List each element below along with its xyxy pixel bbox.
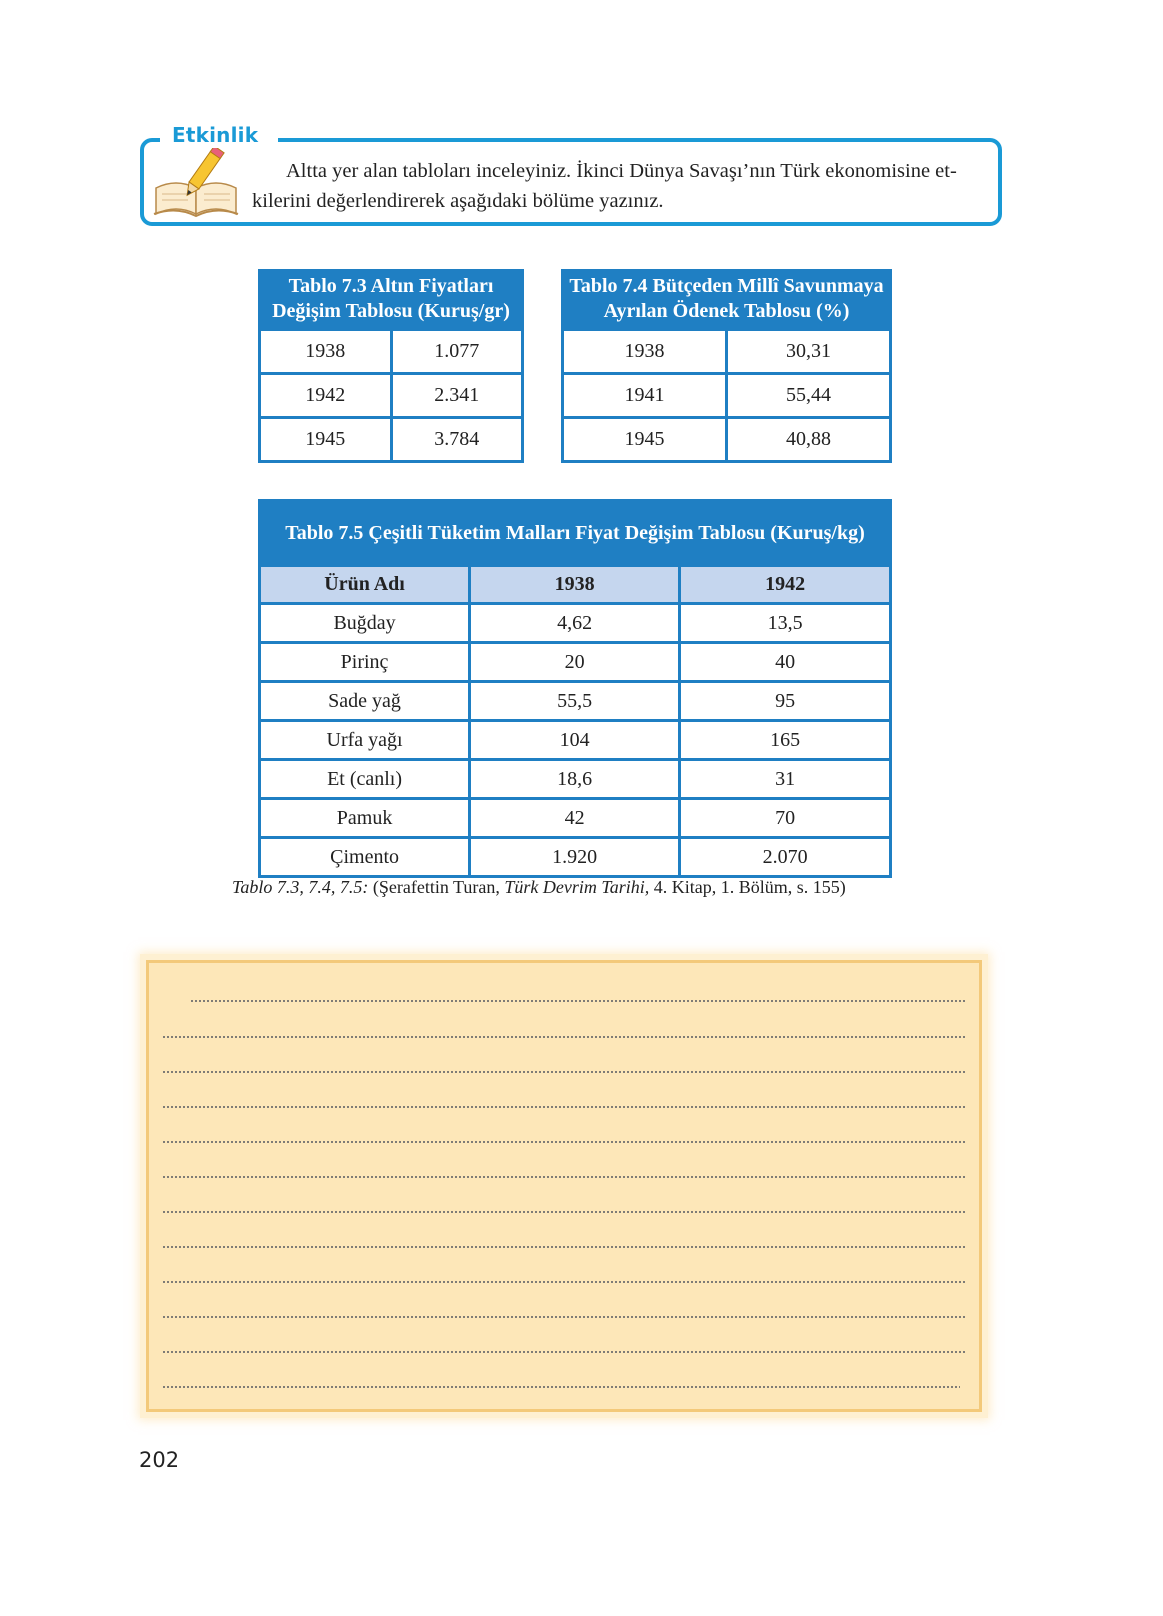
product-cell: Pirinç (260, 643, 470, 682)
consumer-goods-table-caption: Tablo 7.5 Çeşitli Tüketim Malları Fiyat Değişim Tablosu (Kuruş/kg) (260, 501, 891, 566)
dotted-answer-line[interactable] (162, 1386, 960, 1388)
activity-title: Etkinlik (172, 123, 259, 147)
table-row (260, 799, 891, 838)
dotted-answer-line[interactable] (162, 1141, 966, 1143)
value-cell: 40,88 (727, 418, 891, 462)
value-cell: 30,31 (727, 330, 891, 374)
value-cell: 4,62 (470, 604, 680, 643)
dotted-answer-line[interactable] (162, 1316, 966, 1318)
defense-budget-table (561, 269, 892, 463)
header-cell-1938: 1938 (470, 566, 680, 604)
dotted-answer-line[interactable] (162, 1176, 966, 1178)
value-cell: 1.920 (470, 838, 680, 877)
dotted-answer-line[interactable] (162, 1351, 966, 1353)
dotted-answer-line[interactable] (162, 1281, 966, 1283)
value-cell: 42 (470, 799, 680, 838)
table-row (260, 838, 891, 877)
value-cell: 1.077 (391, 330, 523, 374)
consumer-goods-table (258, 499, 892, 878)
value-cell: 20 (470, 643, 680, 682)
book-pencil-icon (150, 148, 242, 220)
product-cell: Buğday (260, 604, 470, 643)
table-row (563, 374, 891, 418)
page-number: 202 (139, 1448, 180, 1472)
header-cell-1942: 1942 (680, 566, 891, 604)
source-part-1: (Şerafettin Turan, (368, 877, 505, 897)
table-row (260, 682, 891, 721)
activity-line-1: Altta yer alan tabloları inceleyiniz. İkinci Dünya Savaşı’nın Türk ekonomisine et- (286, 160, 957, 182)
value-cell: 2.341 (391, 374, 523, 418)
year-cell: 1941 (563, 374, 727, 418)
dotted-answer-line[interactable] (162, 1036, 966, 1038)
source-prefix: Tablo 7.3, 7.4, 7.5: (232, 877, 369, 897)
value-cell: 18,6 (470, 760, 680, 799)
year-cell: 1945 (260, 418, 392, 462)
year-cell: 1942 (260, 374, 392, 418)
product-cell: Pamuk (260, 799, 470, 838)
header-cell-product: Ürün Adı (260, 566, 470, 604)
value-cell: 55,44 (727, 374, 891, 418)
answer-writing-area[interactable] (146, 960, 982, 1412)
dotted-answer-line[interactable] (162, 1246, 966, 1248)
value-cell: 70 (680, 799, 891, 838)
table-row (260, 760, 891, 799)
value-cell: 31 (680, 760, 891, 799)
caption-line-1: Tablo 7.4 Bütçeden Millî Savunmaya (569, 275, 884, 297)
value-cell: 13,5 (680, 604, 891, 643)
gold-price-table-caption (260, 271, 523, 330)
activity-instructions (252, 156, 994, 216)
value-cell: 55,5 (470, 682, 680, 721)
value-cell: 165 (680, 721, 891, 760)
year-cell: 1938 (563, 330, 727, 374)
year-cell: 1945 (563, 418, 727, 462)
product-cell: Et (canlı) (260, 760, 470, 799)
dotted-answer-line[interactable] (190, 1000, 966, 1002)
table-row (260, 721, 891, 760)
table-header-row (260, 566, 891, 604)
table-row (260, 418, 523, 462)
year-cell: 1938 (260, 330, 392, 374)
dotted-answer-line[interactable] (162, 1211, 966, 1213)
defense-budget-table-caption (563, 271, 891, 330)
value-cell: 40 (680, 643, 891, 682)
gold-price-table (258, 269, 524, 463)
value-cell: 3.784 (391, 418, 523, 462)
caption-line-2: Değişim Tablosu (Kuruş/gr) (272, 300, 510, 322)
value-cell: 104 (470, 721, 680, 760)
table-row (260, 330, 523, 374)
table-row (563, 330, 891, 374)
source-book-title: Türk Devrim Tarihi, (504, 877, 650, 897)
value-cell: 95 (680, 682, 891, 721)
table-source-citation (232, 877, 846, 898)
table-row (260, 604, 891, 643)
caption-line-1: Tablo 7.3 Altın Fiyatları (288, 275, 494, 297)
table-row (260, 374, 523, 418)
caption-line-2: Ayrılan Ödenek Tablosu (%) (603, 300, 850, 322)
product-cell: Urfa yağı (260, 721, 470, 760)
dotted-answer-line[interactable] (162, 1071, 966, 1073)
table-row (260, 643, 891, 682)
product-cell: Çimento (260, 838, 470, 877)
dotted-answer-line[interactable] (162, 1106, 966, 1108)
table-row (563, 418, 891, 462)
product-cell: Sade yağ (260, 682, 470, 721)
value-cell: 2.070 (680, 838, 891, 877)
activity-line-2: kilerini değerlendirerek aşağıdaki bölüme yazınız. (252, 190, 664, 212)
source-part-2: 4. Kitap, 1. Bölüm, s. 155) (649, 877, 846, 897)
